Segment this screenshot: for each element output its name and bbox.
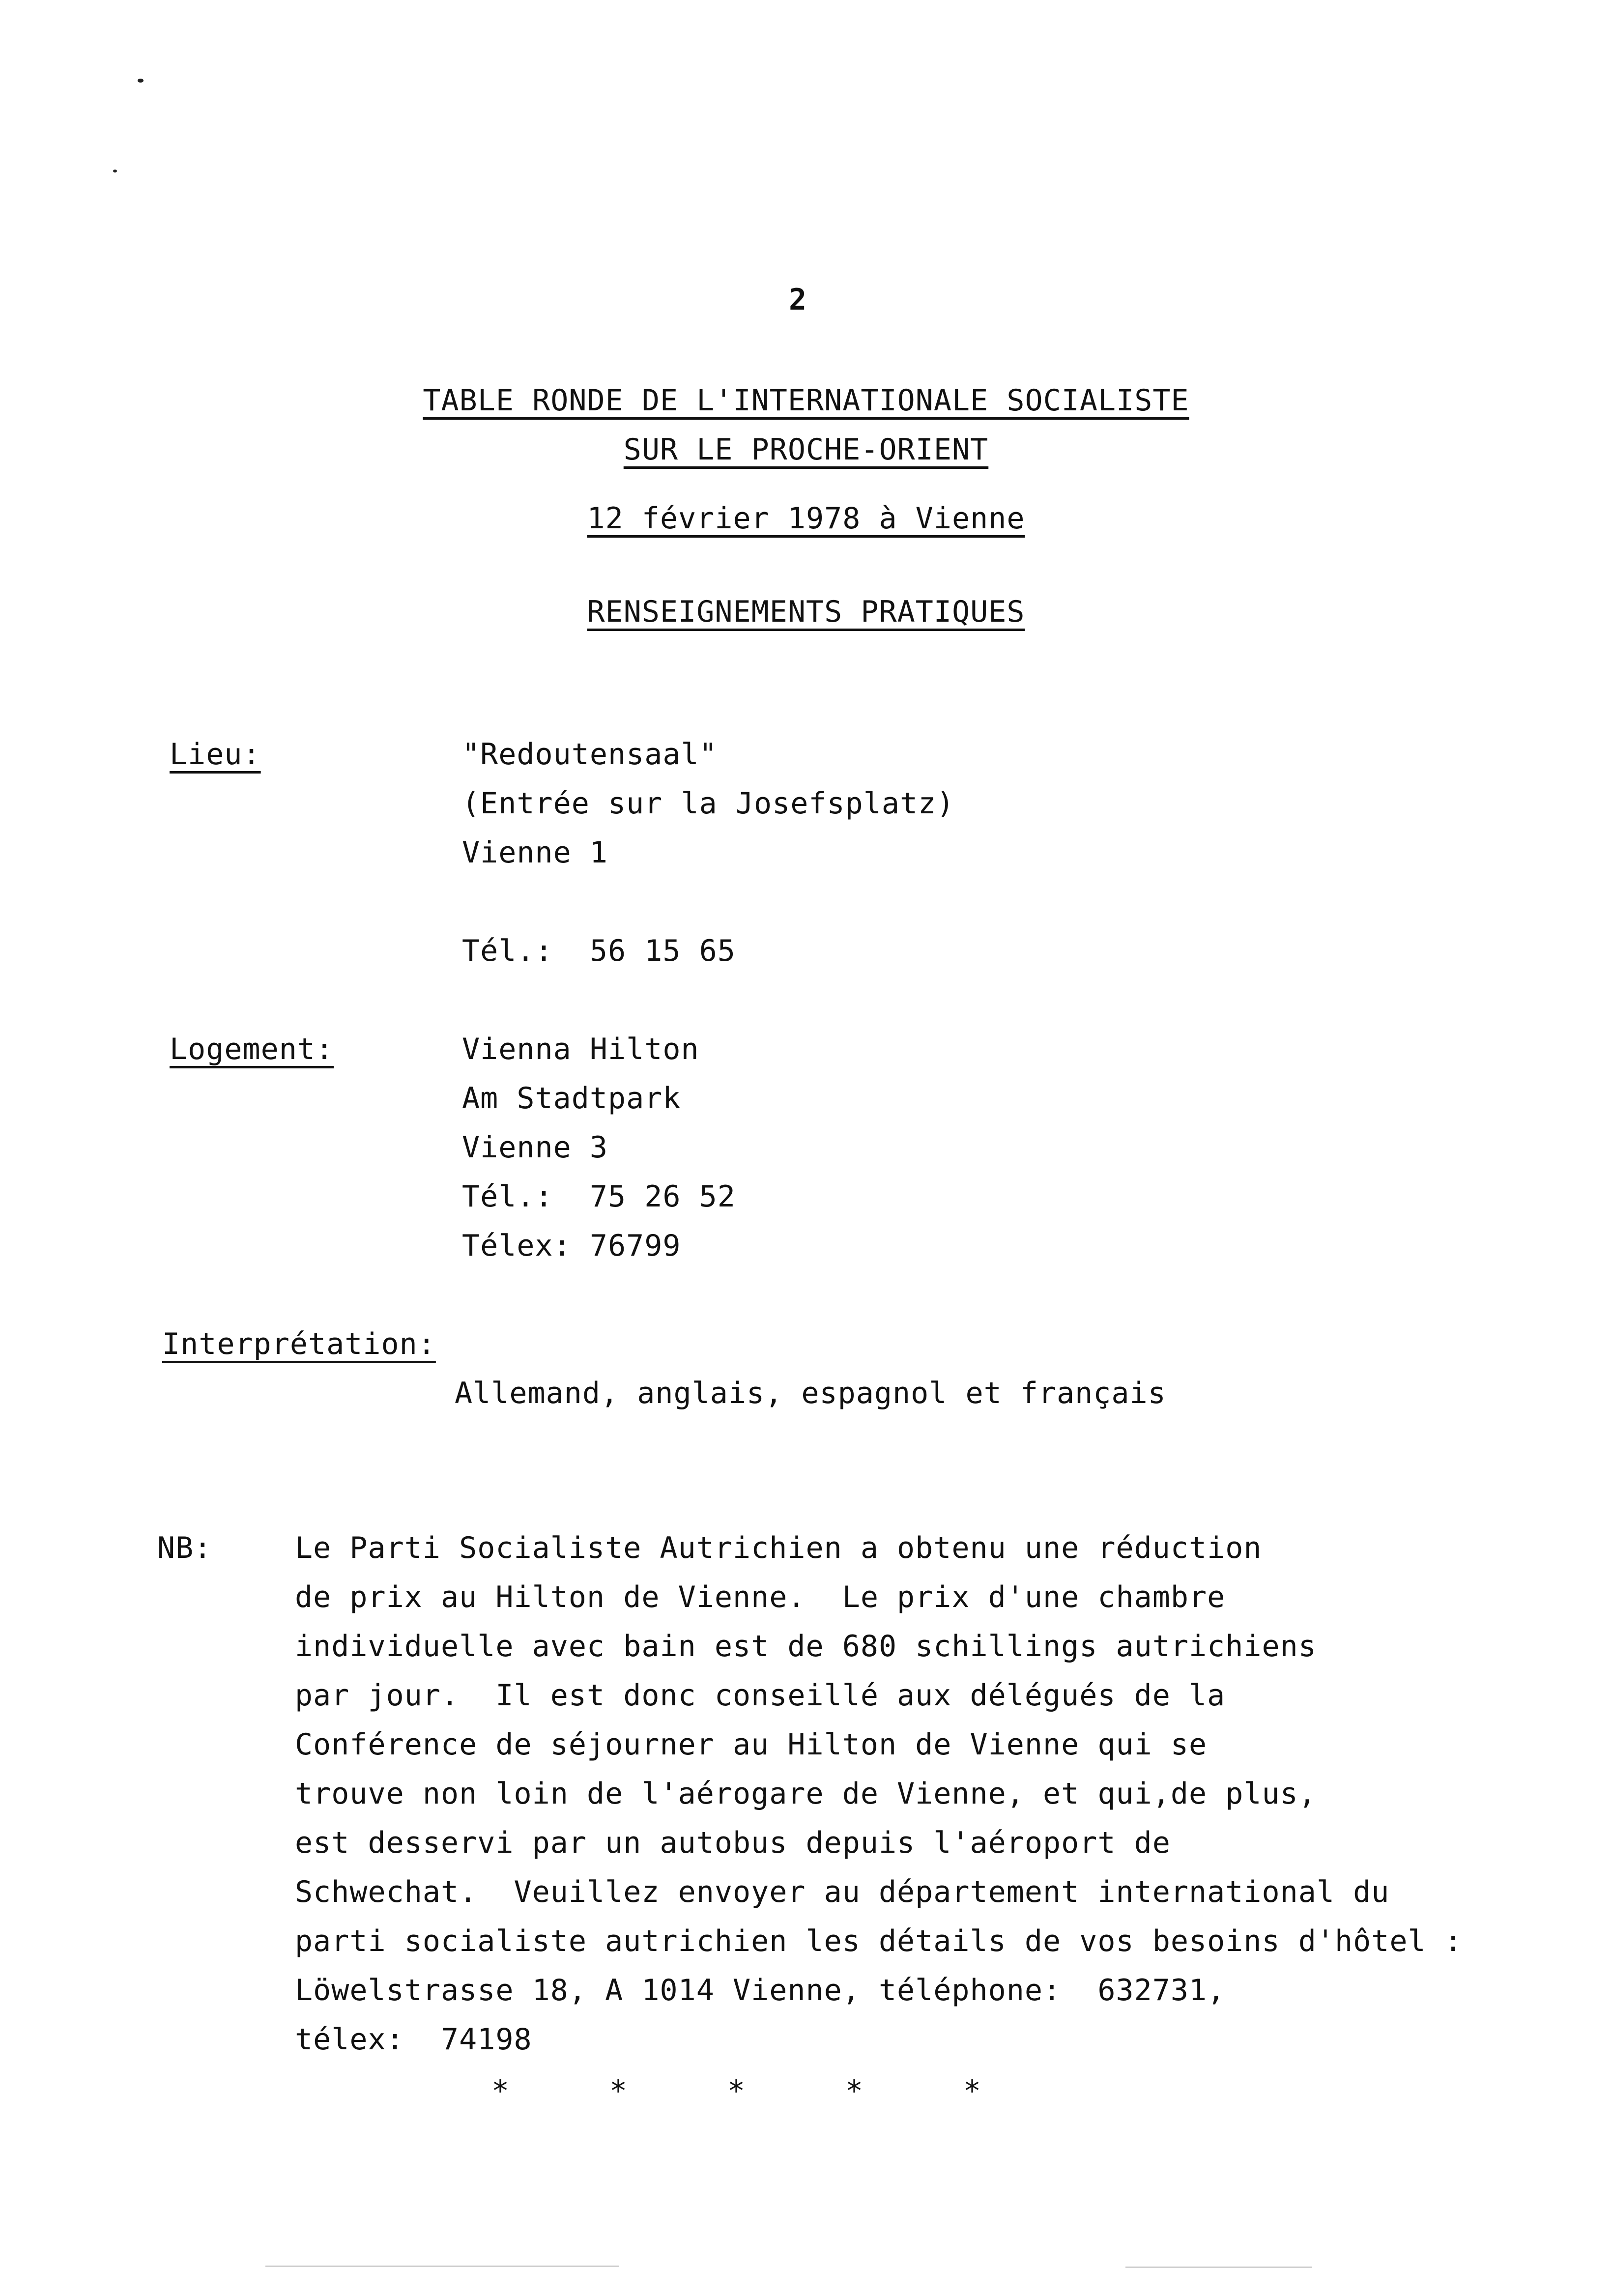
lieu-line: (Entrée sur la Josefsplatz) [462,786,955,821]
separator-star: * [963,2074,981,2108]
separator-star: * [609,2074,628,2108]
scan-artifact [1125,2267,1312,2268]
logement-line: Tél.: 75 26 52 [462,1179,736,1214]
page-number: 2 [789,283,807,317]
logement-label: Logement: [170,1032,334,1066]
nb-line: par jour. Il est donc conseillé aux délégués de la [295,1678,1226,1713]
logement-line: Vienne 3 [462,1130,608,1165]
nb-line: parti socialiste autrichien les détails de vos besoins d'hôtel : [295,1924,1463,1958]
nb-line: télex: 74198 [295,2022,532,2057]
scan-artifact [265,2266,619,2267]
separator-star: * [845,2074,864,2108]
nb-line: Conférence de séjourner au Hilton de Vienne qui se [295,1727,1208,1762]
lieu-tel: Tél.: 56 15 65 [462,934,736,968]
scan-speck [113,170,117,172]
nb-label: NB: [157,1531,212,1565]
nb-line: Le Parti Socialiste Autrichien a obtenu une réduction [295,1531,1262,1565]
nb-line: Schwechat. Veuillez envoyer au département international du [295,1875,1390,1909]
lieu-line: "Redoutensaal" [462,737,718,772]
section-title: RENSEIGNEMENTS PRATIQUES [587,595,1025,629]
lieu-label: Lieu: [170,737,261,772]
separator-star: * [491,2074,510,2108]
title-line-1: TABLE RONDE DE L'INTERNATIONALE SOCIALISTE [423,383,1189,418]
logement-line: Vienna Hilton [462,1032,699,1066]
date-line: 12 février 1978 à Vienne [587,501,1025,536]
title-line-2: SUR LE PROCHE-ORIENT [623,432,989,467]
logement-line: Am Stadtpark [462,1081,681,1116]
lieu-line: Vienne 1 [462,835,608,870]
interpretation-text: Allemand, anglais, espagnol et français [455,1376,1166,1410]
separator-star: * [727,2074,746,2108]
logement-line: Télex: 76799 [462,1229,681,1263]
nb-line: trouve non loin de l'aérogare de Vienne, et qui,de plus, [295,1777,1317,1811]
nb-line: individuelle avec bain est de 680 schillings autrichiens [295,1629,1317,1664]
nb-line: est desservi par un autobus depuis l'aéroport de [295,1826,1171,1860]
interpretation-label: Interprétation: [162,1327,436,1361]
nb-line: Löwelstrasse 18, A 1014 Vienne, téléphone: 632731, [295,1973,1226,2008]
nb-line: de prix au Hilton de Vienne. Le prix d'une chambre [295,1580,1226,1614]
scan-speck [138,79,144,83]
